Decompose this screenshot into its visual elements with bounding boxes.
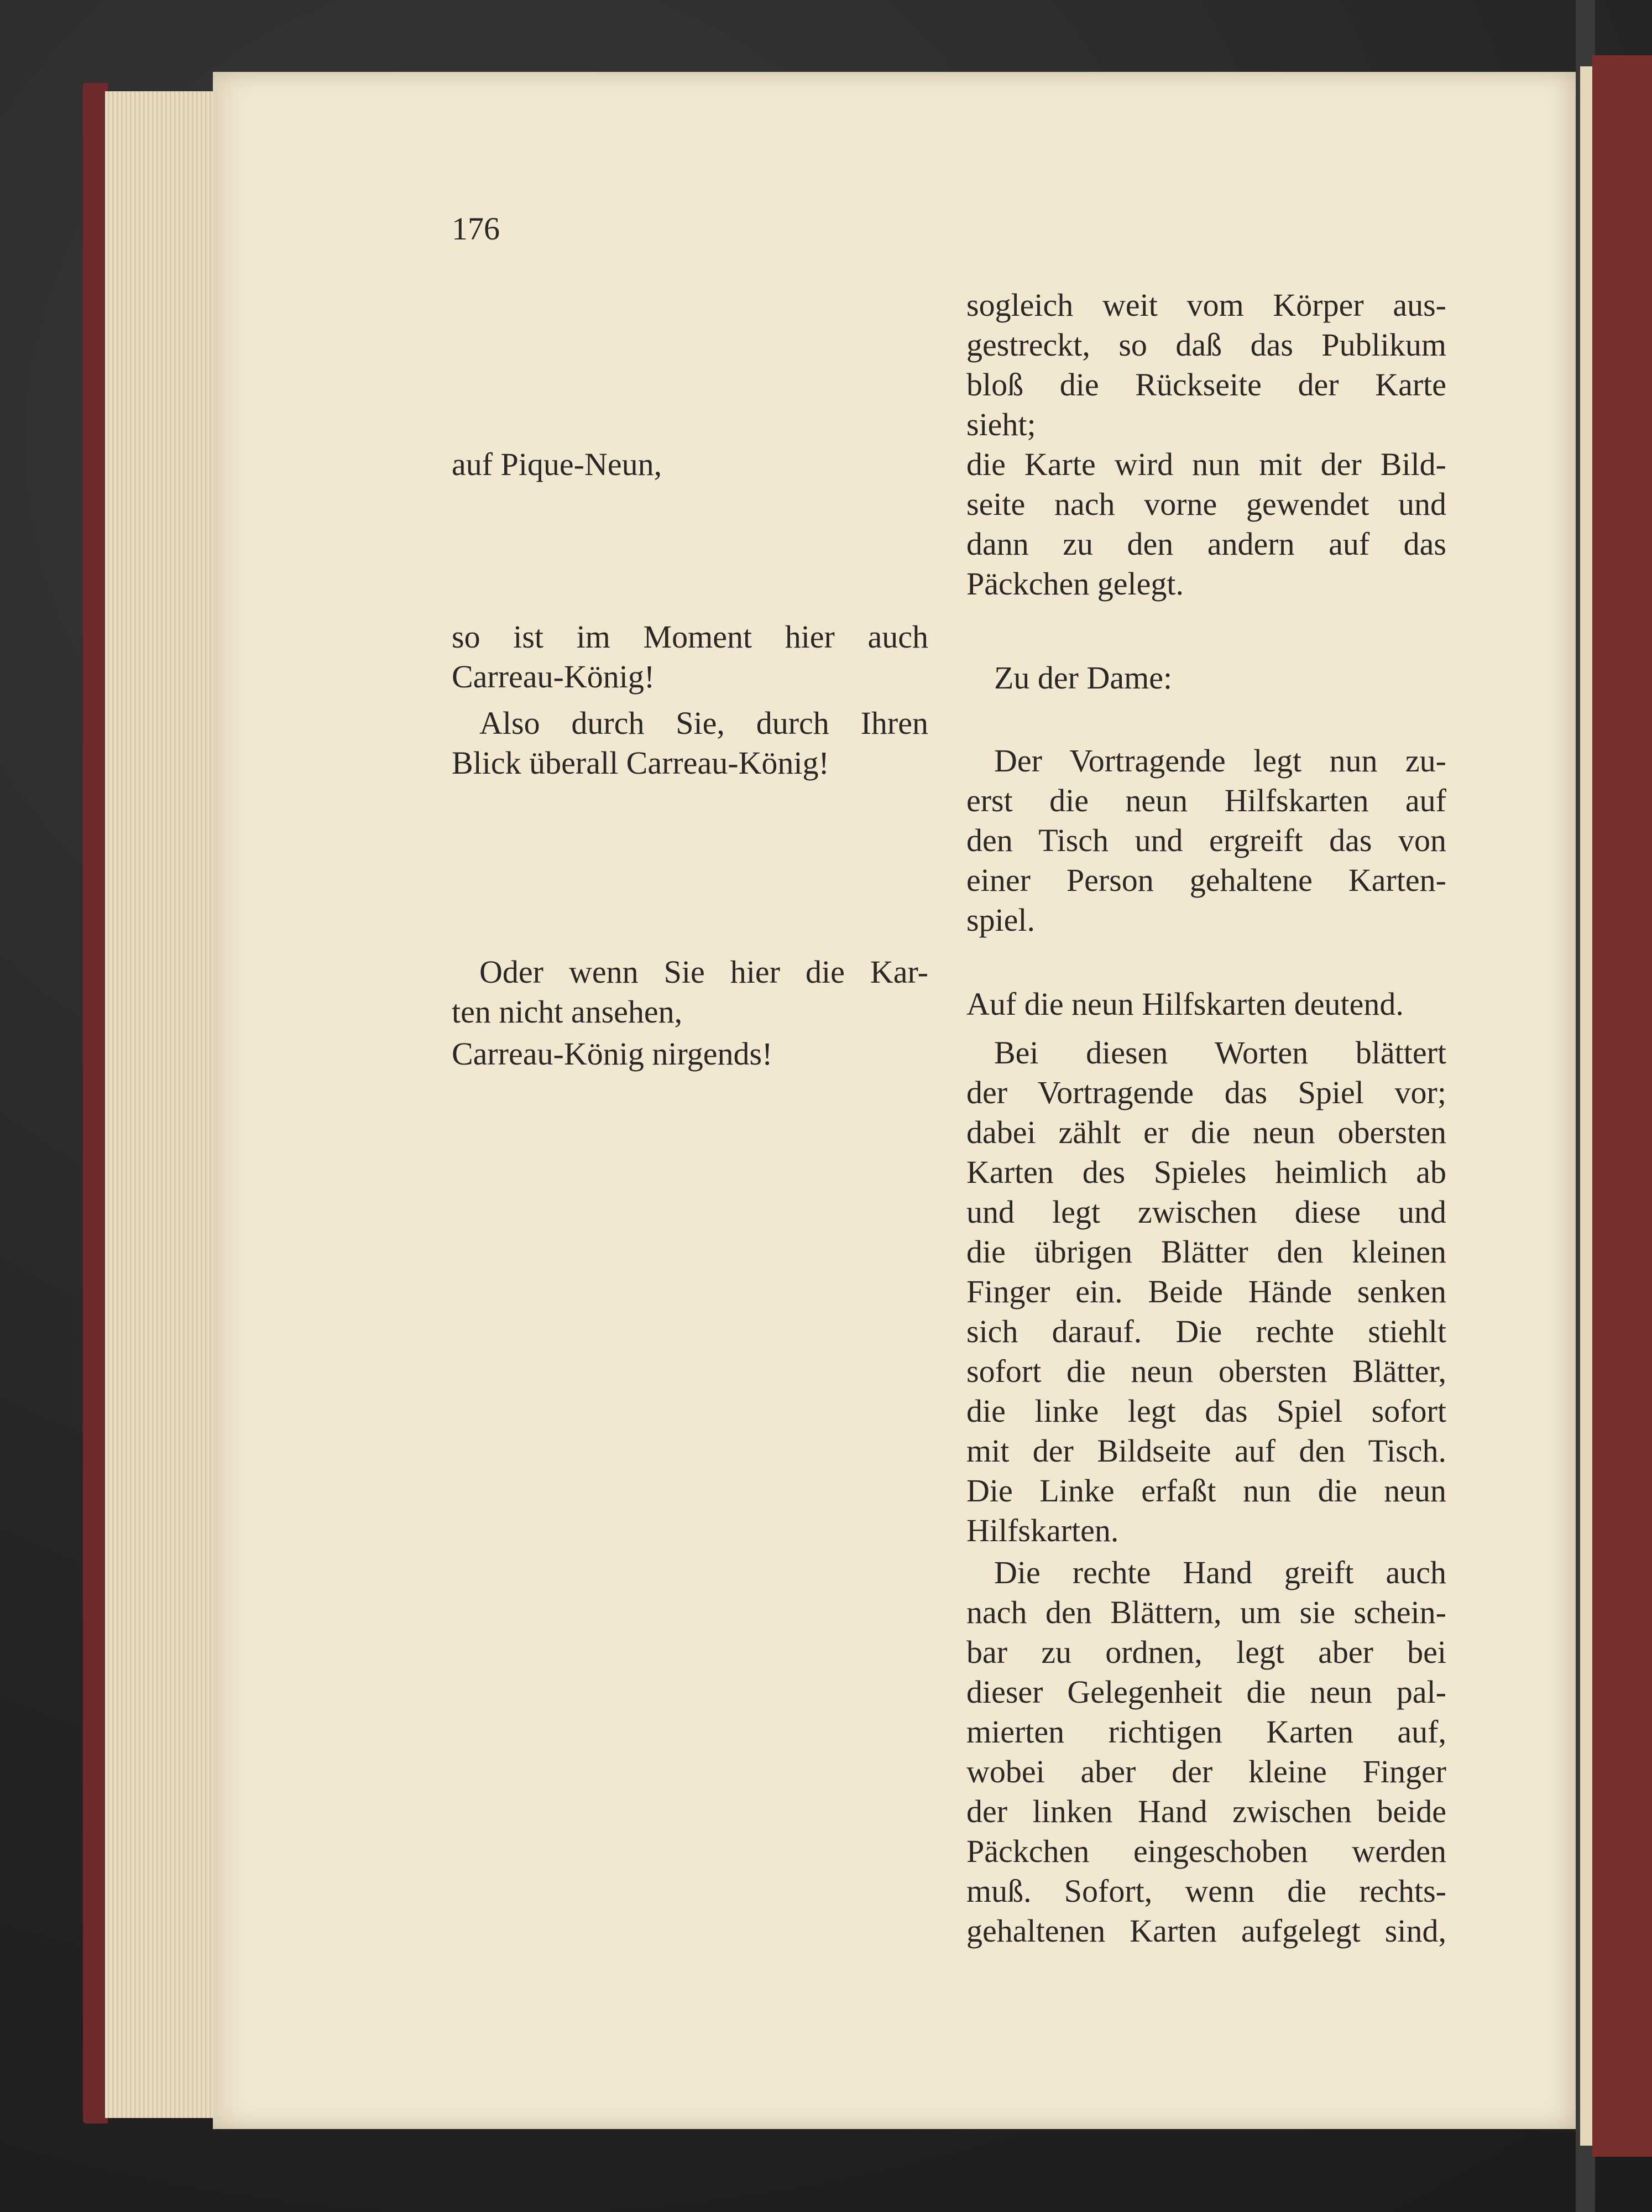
paragraph (452, 617, 928, 697)
text-line: Also durch Sie, durch Ihren (479, 705, 928, 741)
text-line: die Karte wird nun mit der Bild- (966, 446, 1446, 482)
text-line: gestreckt, so daß das Publikum (966, 327, 1446, 363)
text-line: auf Pique-Neun, (452, 446, 662, 482)
text-line: Die rechte Hand greift auch (994, 1554, 1446, 1590)
text-line: Päckchen gelegt. (966, 566, 1184, 602)
text-line: sogleich weit vom Körper aus- (966, 287, 1446, 323)
text-line: mierten richtigen Karten auf, (966, 1714, 1446, 1750)
text-line: sofort die neun obersten Blätter, (966, 1353, 1446, 1389)
text-line: sieht; (966, 406, 1036, 442)
book-binding (83, 83, 108, 2124)
text-line: der Vortragende das Spiel vor; (966, 1074, 1446, 1110)
text-line: nach den Blättern, um sie schein- (966, 1594, 1446, 1630)
text-line: ten nicht ansehen, (452, 994, 683, 1030)
paragraph (966, 984, 1446, 1024)
paragraph (966, 285, 1446, 445)
text-line: der linken Hand zwischen beide (966, 1793, 1446, 1829)
text-line: gehaltenen Karten aufgelegt sind, (966, 1913, 1446, 1949)
text-line: Oder wenn Sie hier die Kar- (479, 954, 928, 990)
text-line: bloß die Rückseite der Karte (966, 367, 1446, 403)
text-line: wobei aber der kleine Finger (966, 1754, 1446, 1790)
paragraph (452, 1034, 928, 1074)
paragraph (452, 952, 928, 1032)
text-line: mit der Bildseite auf den Tisch. (966, 1433, 1446, 1469)
text-line: die linke legt das Spiel sofort (966, 1393, 1446, 1429)
text-line: dann zu den andern auf das (966, 526, 1446, 562)
text-line: seite nach vorne gewendet und (966, 486, 1446, 522)
page-number: 176 (452, 211, 500, 247)
text-line: einer Person gehaltene Karten- (966, 862, 1446, 898)
text-line: Karten des Spieles heimlich ab (966, 1154, 1446, 1190)
text-line: bar zu ordnen, legt aber bei (966, 1634, 1446, 1670)
paragraph (966, 1033, 1446, 1551)
text-line: Carreau-König! (452, 659, 655, 695)
page-edges (105, 91, 216, 2118)
text-line: den Tisch und ergreift das von (966, 822, 1446, 858)
text-line: Die Linke erfaßt nun die neun (966, 1473, 1446, 1509)
text-line: Blick überall Carreau-König! (452, 745, 829, 781)
text-line: Finger ein. Beide Hände senken (966, 1274, 1446, 1310)
text-line: muß. Sofort, wenn die rechts- (966, 1873, 1446, 1909)
text-line: dieser Gelegenheit die neun pal- (966, 1674, 1446, 1710)
text-line: Zu der Dame: (994, 660, 1173, 696)
next-book-cover (1592, 55, 1652, 2157)
text-line: und legt zwischen diese und (966, 1194, 1446, 1230)
paragraph (966, 658, 1446, 698)
text-line: Carreau-König nirgends! (452, 1036, 773, 1072)
paragraph (966, 1553, 1446, 1951)
text-line: die übrigen Blätter den kleinen (966, 1234, 1446, 1270)
text-line: Der Vortragende legt nun zu- (994, 743, 1446, 779)
text-line: spiel. (966, 902, 1036, 938)
paragraph (966, 741, 1446, 940)
paragraph (966, 445, 1446, 604)
text-line: sich darauf. Die rechte stiehlt (966, 1313, 1446, 1349)
paragraph (452, 445, 928, 484)
text-line: Päckchen eingeschoben werden (966, 1833, 1446, 1869)
text-line: Auf die neun Hilfskarten deutend. (966, 986, 1404, 1022)
paragraph (452, 703, 928, 783)
text-line: dabei zählt er die neun obersten (966, 1114, 1446, 1150)
text-line: Hilfskarten. (966, 1512, 1119, 1548)
text-line: erst die neun Hilfskarten auf (966, 782, 1446, 818)
text-line: so ist im Moment hier auch (452, 619, 928, 655)
text-line: Bei diesen Worten blättert (994, 1035, 1446, 1071)
next-page-edge (1580, 66, 1593, 2146)
